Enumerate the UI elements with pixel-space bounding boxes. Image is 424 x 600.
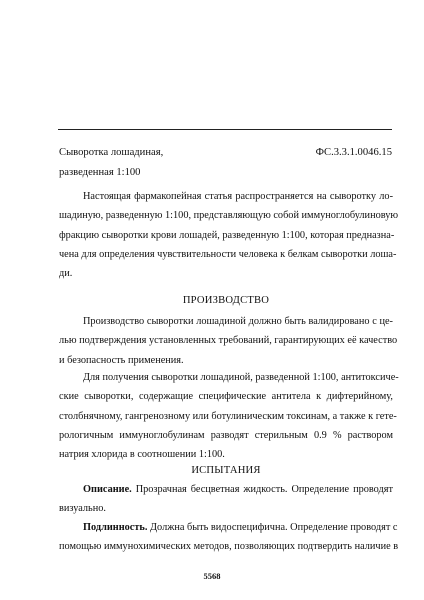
description-paragraph (59, 480, 393, 519)
text-line: ди. (59, 268, 73, 280)
product-dilution: разведенная 1:100 (59, 167, 141, 178)
identity-text: Должна быть видоспецифична. Определение проводят с (147, 522, 398, 533)
text-line: и безопасность применения. (59, 354, 184, 366)
section-heading-tests: ИСПЫТАНИЯ (191, 465, 261, 476)
description-label: Описание. (83, 484, 132, 495)
text-line: столбнячному, гангренозному или ботулиническим токсинам, а также к гете- (59, 410, 397, 422)
page-number: 5568 (203, 571, 221, 581)
product-name: Сыворотка лошадиная, (59, 147, 164, 158)
text-line: Для получения сыворотки лошадиной, разведенной 1:100, антитоксиче- (83, 372, 399, 383)
text-line: Настоящая фармакопейная статья распространяется на сыворотку ло- (83, 191, 393, 202)
document-code: ФС.3.3.1.0046.15 (315, 147, 392, 158)
text-line: фракцию сыворотки крови лошадей, разведенную 1:100, которая предназна- (59, 229, 395, 241)
production-paragraph-1 (59, 312, 398, 370)
text-line: ские сыворотки, содержащие специфические антитела к дифтерийному, (59, 391, 393, 403)
description-text: Прозрачная бесцветная жидкость. Определение проводят (131, 484, 393, 495)
identity-label: Подлинность. (83, 522, 148, 533)
text-line (59, 480, 393, 499)
text-line: чена для определения чувствительности человека к белкам сыворотки лоша- (59, 248, 397, 260)
text-line: рологичным иммуноглобулинам разводят стерильным 0.9 % раствором (59, 429, 393, 441)
text-line (59, 518, 398, 537)
production-paragraph-2 (59, 368, 399, 464)
text-line: визуально. (59, 503, 106, 515)
text-line: лью подтверждения установленных требований, гарантирующих её качество (59, 335, 398, 347)
text-line: помощью иммунохимических методов, позволяющих подтвердить наличие в (59, 541, 399, 553)
intro-paragraph (59, 187, 399, 283)
text-line: натрия хлорида в соотношении 1:100. (59, 449, 225, 461)
text-line: Производство сыворотки лошадиной должно быть валидировано с це- (83, 316, 393, 327)
identity-paragraph (59, 518, 399, 557)
section-heading-production: ПРОИЗВОДСТВО (182, 295, 270, 306)
header-rule (58, 129, 392, 130)
text-line: шадиную, разведенную 1:100, представляющую собой иммуноглобулиновую (59, 210, 399, 222)
